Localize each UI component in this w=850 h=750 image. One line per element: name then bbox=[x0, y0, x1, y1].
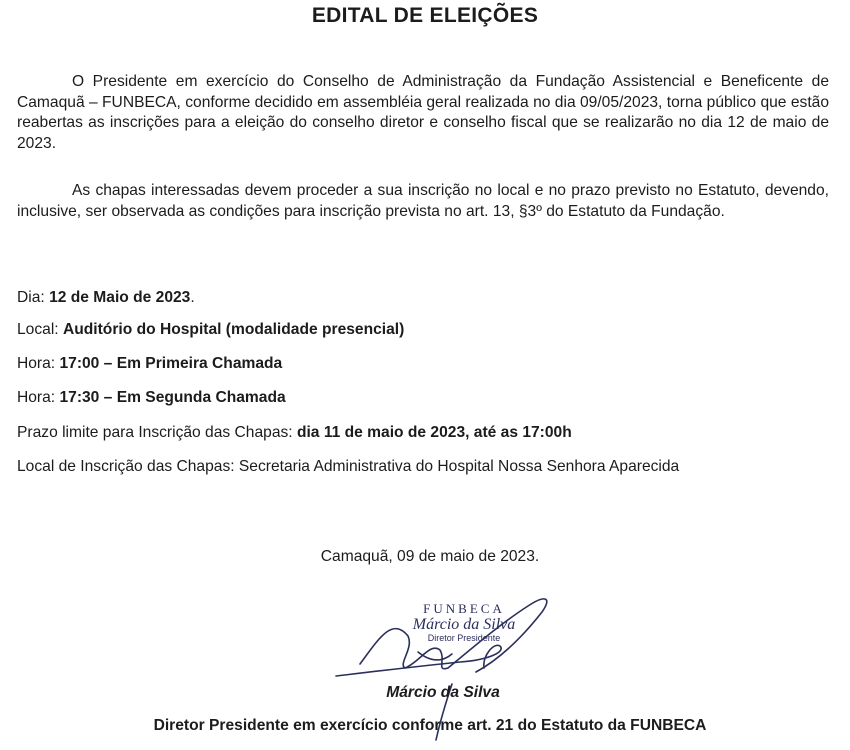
detail-hour-first-label: Hora: bbox=[17, 355, 60, 372]
detail-location-label: Local: bbox=[17, 321, 63, 338]
stamp-role: Diretor Presidente bbox=[427, 633, 501, 643]
signature-stroke-1 bbox=[360, 599, 547, 672]
detail-hour-first-value: 17:00 – Em Primeira Chamada bbox=[59, 355, 283, 372]
document-title: EDITAL DE ELEIÇÕES bbox=[311, 4, 539, 27]
detail-location-value: Auditório do Hospital (modalidade presencial) bbox=[62, 321, 405, 338]
detail-registration-place-text: Local de Inscrição das Chapas: Secretaria Administrativa do Hospital Nossa Senhora Aparecida bbox=[17, 458, 680, 475]
paragraph-1: O Presidente em exercício do Conselho de Administração da Fundação Assistencial e Beneficente de Camaquã – FUNBECA, conforme decidido em assembléia geral realizada no dia 09/05/2023, torna público que estão reabertas as inscrições para a eleição do conselho diretor e conselho fiscal que se realizarão no dia 12 de maio de 2023. bbox=[17, 73, 829, 152]
stamp-org: FUNBECA bbox=[423, 601, 505, 616]
signer-title: Diretor Presidente em exercício conforme art. 21 do Estatuto da FUNBECA bbox=[153, 717, 707, 734]
detail-deadline-label: Prazo limite para Inscrição das Chapas: bbox=[17, 424, 297, 441]
detail-deadline-value: dia 11 de maio de 2023, até as 17:00h bbox=[296, 424, 572, 441]
detail-day-label: Dia: bbox=[17, 289, 50, 306]
place-and-date: Camaquã, 09 de maio de 2023. bbox=[320, 548, 540, 565]
signer-name: Márcio da Silva bbox=[386, 684, 500, 701]
detail-day-suffix: . bbox=[190, 289, 195, 306]
stamp-name: Márcio da Silva bbox=[412, 616, 516, 633]
detail-hour-second-label: Hora: bbox=[17, 389, 60, 406]
detail-hour-second-value: 17:30 – Em Segunda Chamada bbox=[59, 389, 286, 406]
signature-stroke-4 bbox=[418, 652, 452, 660]
detail-day-value: 12 de Maio de 2023 bbox=[49, 289, 191, 306]
paragraph-2: As chapas interessadas devem proceder a sua inscrição no local e no prazo previsto no Estatuto, devendo, inclusive, ser observada as condições para inscrição prevista no art. 13, §3º do Estatuto da Fundação. bbox=[17, 182, 829, 220]
